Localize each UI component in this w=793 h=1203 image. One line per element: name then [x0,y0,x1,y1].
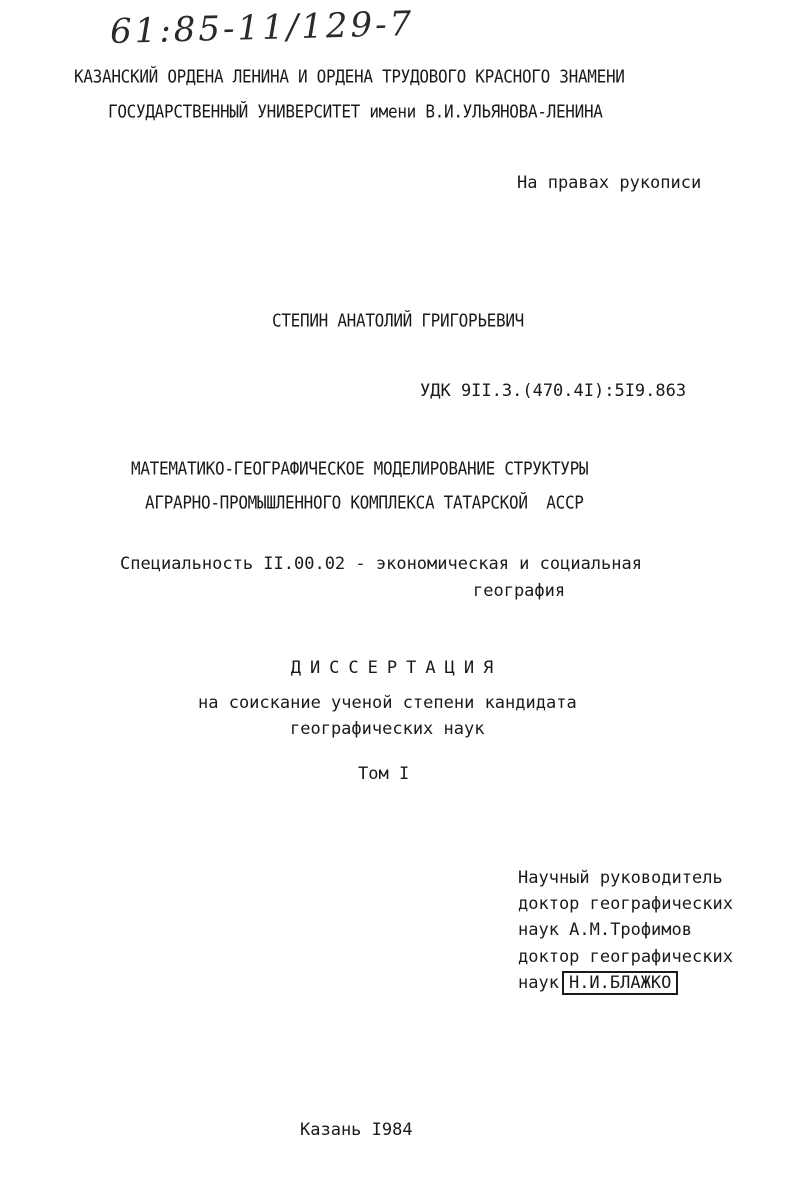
degree-line-2: географических наук [290,719,485,739]
supervisor-line-3: наук А.М.Трофимов [518,920,692,940]
volume-label: Том I [358,764,410,784]
title-line-1: МАТЕМАТИКО-ГЕОГРАФИЧЕСКОЕ МОДЕЛИРОВАНИЕ СТРУКТУРЫ [131,457,589,480]
udk-code: УДК 9II.3.(470.4I):5I9.863 [420,381,687,401]
header-line-2: ГОСУДАРСТВЕННЫЙ УНИВЕРСИТЕТ имени В.И.УЛЬЯНОВА-ЛЕНИНА [108,100,603,123]
header-line-1: КАЗАНСКИЙ ОРДЕНА ЛЕНИНА И ОРДЕНА ТРУДОВОГО КРАСНОГО ЗНАМЕНИ [74,65,625,88]
document-type: ДИССЕРТАЦИЯ [290,658,503,678]
rights-note: На правах рукописи [517,173,702,193]
archive-handwritten-mark: 61:85-11/129-7 [109,4,415,52]
degree-line-1: на соискание ученой степени кандидата [198,693,577,713]
supervisor-line-5 [518,972,678,994]
supervisor-line-5-prefix: наук [518,973,559,993]
specialty-line-2: география [473,581,566,601]
supervisor-line-2: доктор географических [518,894,733,914]
author-name: СТЕПИН АНАТОЛИЙ ГРИГОРЬЕВИЧ [272,309,524,332]
title-line-2: АГРАРНО-ПРОМЫШЛЕННОГО КОМПЛЕКСА ТАТАРСКОЙ АССР [145,491,584,514]
supervisor-line-4: доктор географических [518,947,733,967]
specialty-line-1: Специальность II.00.02 - экономическая и социальная [120,554,642,574]
supervisor-line-1: Научный руководитель [518,868,723,888]
supervisor-boxed-name: Н.И.БЛАЖКО [562,971,678,995]
footer-city-year: Казань I984 [300,1120,413,1140]
